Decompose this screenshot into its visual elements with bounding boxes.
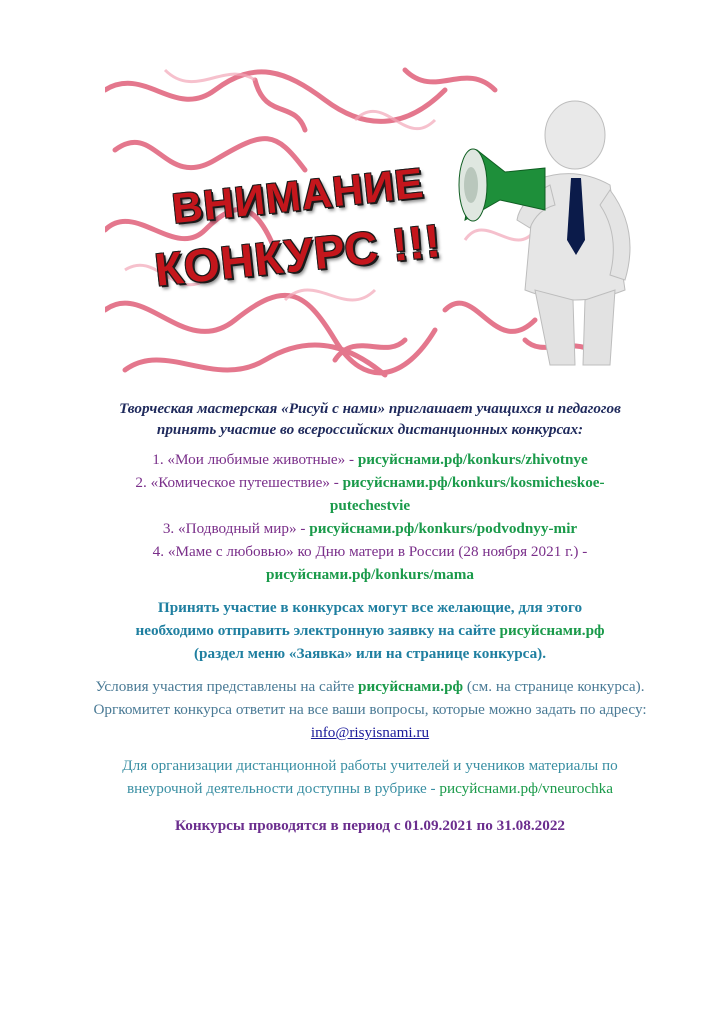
contest-title: «Комическое путешествие» - bbox=[150, 474, 339, 491]
contest-link[interactable]: рисуйснами.рф/konkurs/mama bbox=[266, 566, 474, 583]
contest-number: 2. bbox=[135, 474, 147, 491]
contest-number: 3. bbox=[162, 520, 175, 537]
document-body bbox=[90, 398, 650, 837]
contest-item bbox=[90, 448, 650, 471]
site-link[interactable]: рисуйснами.рф bbox=[358, 678, 464, 695]
contest-link-continued[interactable]: putechestvie bbox=[329, 497, 411, 514]
organization-paragraph bbox=[90, 754, 650, 800]
contest-number: 4. bbox=[152, 543, 165, 560]
figure-illustration bbox=[459, 101, 630, 365]
site-link[interactable]: рисуйснами.рф bbox=[499, 622, 605, 639]
banner-title-line2: КОНКУРС !!! bbox=[152, 214, 444, 296]
participation-line3: (раздел меню «Заявка» или на странице конкурса). bbox=[193, 645, 547, 662]
intro-line1: Творческая мастерская «Рисуй с нами» приглашает учащихся и педагогов bbox=[119, 400, 621, 417]
intro-line2: принять участие во всероссийских дистанционных конкурсах: bbox=[156, 421, 584, 438]
contest-link[interactable]: рисуйснами.рф/konkurs/podvodnyy-mir bbox=[309, 520, 578, 537]
banner-title-line1: ВНИМАНИЕ bbox=[169, 158, 427, 233]
contest-item bbox=[90, 471, 650, 517]
organization-text: Для организации дистанционной работы учителей и учеников материалы по внеурочной деятельности доступны в рубрике - bbox=[122, 757, 618, 797]
conditions-text: Условия участия представлены на сайте bbox=[95, 678, 355, 695]
contest-number: 1. bbox=[152, 451, 164, 468]
contest-item bbox=[90, 540, 650, 586]
period-notice: Конкурсы проводятся в период с 01.09.2021 по 31.08.2022 bbox=[174, 817, 566, 834]
contest-title: «Маме с любовью» ко Дню матери в России (28 ноября 2021 г.) - bbox=[167, 543, 588, 560]
vneurochka-link[interactable]: рисуйснами.рф/vneurochka bbox=[439, 780, 614, 797]
contest-item bbox=[90, 517, 650, 540]
contest-link[interactable]: рисуйснами.рф/konkurs/kosmicheskoe- bbox=[342, 474, 605, 491]
participation-line1: Принять участие в конкурсах могут все желающие, для этого bbox=[157, 599, 583, 616]
contest-list bbox=[90, 448, 650, 586]
participation-notice bbox=[90, 596, 650, 665]
conditions-text-cont: (см. на странице конкурса). Оргкомитет конкурса ответит на все ваши вопросы, которые можно задать по адресу: bbox=[93, 678, 647, 718]
intro-text bbox=[90, 398, 650, 440]
participation-line2: необходимо отправить электронную заявку на сайте bbox=[135, 622, 496, 639]
contest-title: «Мои любимые животные» - bbox=[167, 451, 355, 468]
email-link[interactable]: info@risyisnami.ru bbox=[310, 724, 430, 741]
contest-link[interactable]: рисуйснами.рф/konkurs/zhivotnye bbox=[357, 451, 588, 468]
conditions-paragraph bbox=[90, 675, 650, 744]
contest-title: «Подводный мир» - bbox=[178, 520, 306, 537]
contest-banner bbox=[105, 60, 665, 380]
